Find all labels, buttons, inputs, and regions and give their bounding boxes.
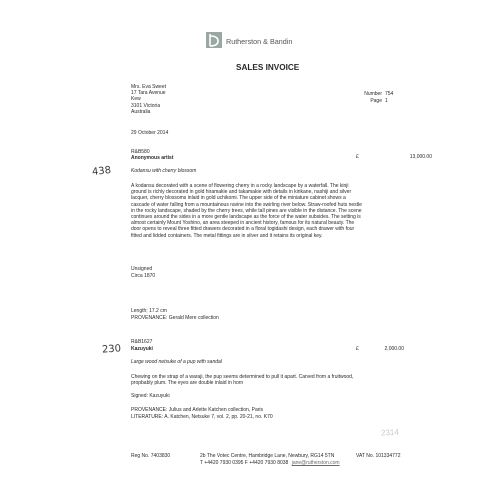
invoice-number: 754 xyxy=(385,91,394,97)
item-date: Circa 1870 xyxy=(131,273,156,279)
address-line: Kew xyxy=(131,96,141,103)
item-length: Length; 17.2 cm xyxy=(131,308,167,314)
address-line: 17 Tara Avenue xyxy=(131,90,166,97)
company-logo xyxy=(206,32,222,48)
handwritten-lot-number: 438 xyxy=(91,165,112,178)
item-provenance: PROVENANCE: Gerald Mere collection xyxy=(131,315,219,321)
item-signature: Unsigned xyxy=(131,266,153,272)
item-provenance: PROVENANCE: Julius and Arlette Katchen collection, Paris xyxy=(131,407,264,413)
handwritten-lot-number: 230 xyxy=(101,343,122,356)
item-ref: R&B580 xyxy=(131,149,150,155)
item-artist: Anonymous artist xyxy=(131,155,174,161)
address-line: 3101 Victoria xyxy=(131,102,161,109)
item-ref: R&B1627 xyxy=(131,339,153,345)
address-line: Mrs. Eva Sweet xyxy=(131,84,167,90)
currency-symbol: £ xyxy=(356,154,359,160)
invoice-page-label: Page xyxy=(370,98,382,104)
invoice-number-label: Number xyxy=(364,91,382,97)
item-title: Large wood netsuke of a pup with sandal xyxy=(131,359,222,365)
footer-phone: T +4420 7930 0395 F +4420 7930 8038 xyxy=(200,460,289,466)
item-price: 2,000.00 xyxy=(384,346,404,352)
item-description: A kodansu decorated with a scene of flowering cherry in a rocky landscape by a waterfall. The kinji ground is richly decorated in gold hiramakie and takamakie with details in kirikane, nashiji and silver lacquer, cherry blossoms inlaid in gold uchikomi. The upper side of the miniature cabinet shows a cascade of water falling from a mountainous ravine into the swirling river below. Straw-roofed huts nestle in the rocky landscape, shaded by the cherry trees, while tall pines are visible in the distance. The scene continues around the sides in a more gentle landscape as the force of the water subsides. The setting is almost certainly Mount Yoshino, an area steeped in ancient history, famous for its natural beauty. The door opens to reveal three fitted drawers decorated in a floral togidashi design, each drawer with four fitted and lidded containers. The metal fittings are in silver and it retains its original key. xyxy=(131,183,362,239)
invoice-date: 29 October 2014 xyxy=(131,130,169,136)
footer-email[interactable]: jane@rutherston.com xyxy=(291,460,340,466)
item-signed: Signed: Kazuyuki xyxy=(131,393,170,399)
item-artist: Kazuyuki xyxy=(131,346,153,352)
invoice-page: 1 xyxy=(385,98,388,104)
page-title: SALES INVOICE xyxy=(236,63,300,72)
address-line: Australia xyxy=(131,108,151,115)
item-title: Kodansu with cherry blossom xyxy=(131,168,197,174)
footer-address: 2b The Votec Centre, Hambridge Lane, Newbury, RG14 5TN xyxy=(200,453,335,459)
footer-reg: Reg No. 7403830 xyxy=(131,453,171,459)
currency-symbol: £ xyxy=(356,346,359,352)
customer-address xyxy=(131,84,166,115)
pencil-note: 2314 xyxy=(380,427,400,438)
item-price: 13,000.00 xyxy=(409,154,432,160)
item-literature: LITERATURE: A. Katchen, Netsuke 7, vol. 2, pp. 20-21, no. K70 xyxy=(131,414,273,420)
footer-vat: VAT No. 101334772 xyxy=(356,453,401,459)
company-name: Rutherston & Bandin xyxy=(226,37,293,46)
item-description: Chewing on the strap of a waraji, the pup seems determined to pull it apart. Carved from a fruitwood, propbably plum. The eyes are double inlaid in horn xyxy=(131,374,354,387)
footer-contact xyxy=(200,460,340,466)
